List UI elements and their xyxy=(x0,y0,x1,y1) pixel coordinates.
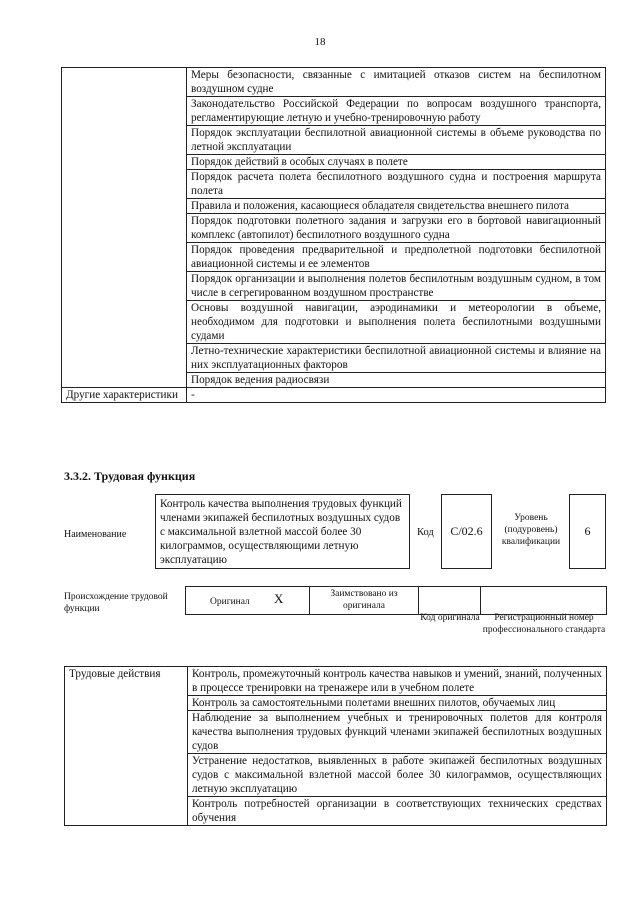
knowledge-item: Порядок действий в особых случаях в полете xyxy=(187,155,606,170)
knowledge-item: Меры безопасности, связанные с имитацией отказов систем на беспилотном воздушном судне xyxy=(187,68,606,97)
original-mark: X xyxy=(274,591,284,606)
knowledge-item: Порядок эксплуатации беспилотной авиационной системы в объеме руководства по летной эксплуатации xyxy=(187,126,606,155)
knowledge-item: Летно-технические характеристики беспилотной авиационной системы и влияние на них эксплуатационных факторов xyxy=(187,344,606,373)
origin-label: Происхождение трудовой функции xyxy=(64,592,168,614)
knowledge-item: Порядок проведения предварительной и предполетной подготовки беспилотной авиационной системы и ее элементов xyxy=(187,243,606,272)
table-row xyxy=(62,388,606,403)
knowledge-table xyxy=(61,67,606,403)
registration-number-label: Регистрационный номер профессионального стандарта xyxy=(482,613,606,635)
level-label: Уровень (подуровень) квалификации xyxy=(501,513,561,547)
knowledge-item: Правила и положения, касающиеся обладателя свидетельства внешнего пилота xyxy=(187,199,606,214)
original-code-box xyxy=(418,586,481,615)
knowledge-item: Порядок подготовки полетного задания и загрузки его в бортовой навигационный комплекс (автопилот) беспилотного воздушного судна xyxy=(187,214,606,243)
knowledge-item: Основы воздушной навигации, аэродинамики и метеорологии в объеме, необходимом для подготовки и выполнения полета беспилотными воздушными судами xyxy=(187,301,606,344)
labor-actions-table xyxy=(64,666,607,826)
borrowed-label: Заимствовано из оригинала xyxy=(330,589,398,611)
other-characteristics-label: Другие характеристики xyxy=(62,388,187,403)
labor-action-item: Контроль за самостоятельными полетами внешних пилотов, обучаемых лиц xyxy=(188,696,607,711)
original-code-label: Код оригинала xyxy=(420,613,480,623)
original-box xyxy=(185,586,310,615)
borrowed-box xyxy=(309,586,419,615)
code-label: Код xyxy=(417,527,434,538)
knowledge-item: Порядок организации и выполнения полетов беспилотным воздушным судном, в том числе в сегрегированном воздушном пространстве xyxy=(187,272,606,301)
labor-actions-label: Трудовые действия xyxy=(65,667,188,826)
table-row xyxy=(65,667,607,696)
labor-action-item: Наблюдение за выполнением учебных и тренировочных полетов для контроля качества выполнения трудовых функций членами экипажей беспилотных воздушных судов xyxy=(188,711,607,754)
section-title: 3.3.2. Трудовая функция xyxy=(64,469,196,483)
code-value-box: C/02.6 xyxy=(441,494,492,569)
labor-action-item: Устранение недостатков, выявленных в работе экипажей беспилотных воздушных судов с максимальной взлетной массой более 30 килограммов, осуществляющих летную эксплуатацию xyxy=(188,754,607,797)
table-cell-empty xyxy=(62,68,187,388)
level-value-box: 6 xyxy=(569,494,606,569)
knowledge-item: Порядок расчета полета беспилотного воздушного судна и построения маршрута полета xyxy=(187,170,606,199)
page-number: 18 xyxy=(314,36,326,48)
labor-action-item: Контроль, промежуточный контроль качества навыков и умений, знаний, полученных в процессе тренировки на тренажере или в учебном полете xyxy=(188,667,607,696)
knowledge-item: Законодательство Российской Федерации по вопросам воздушного транспорта, регламентирующие летную и учебно-тренировочную работу xyxy=(187,97,606,126)
labor-action-item: Контроль потребностей организации в соответствующих технических средствах обучения xyxy=(188,797,607,826)
name-label: Наименование xyxy=(64,529,127,540)
other-characteristics-value: - xyxy=(187,388,606,403)
knowledge-item: Порядок ведения радиосвязи xyxy=(187,373,606,388)
original-label: Оригинал xyxy=(210,597,250,607)
registration-number-box xyxy=(480,586,607,615)
function-name-box: Контроль качества выполнения трудовых функций членами экипажей беспилотных воздушных судов с максимальной взлетной массой более 30 килограммов, осуществляющими летную эксплуатацию xyxy=(155,494,410,569)
table-row xyxy=(62,68,606,97)
